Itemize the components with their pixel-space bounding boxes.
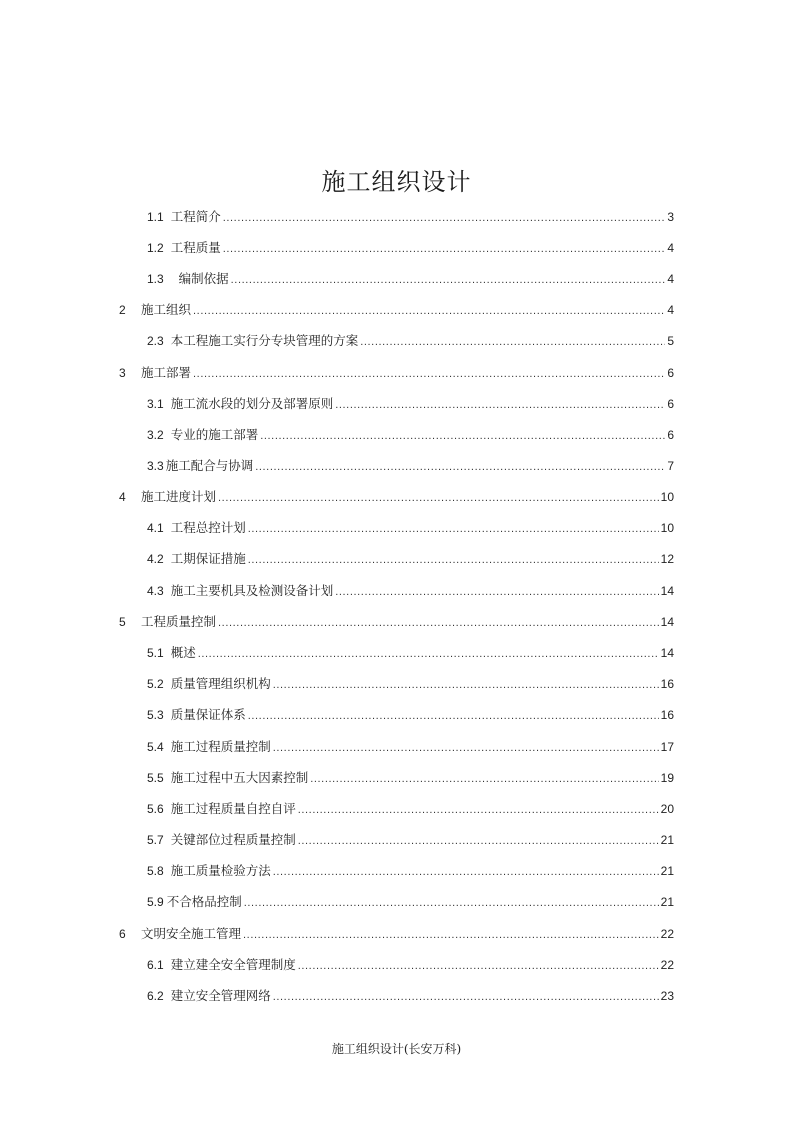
toc-number: 3.3 [147, 459, 164, 473]
toc-entry[interactable] [147, 549, 674, 569]
toc-number: 4.2 [147, 552, 164, 566]
toc-label: 工程质量控制 [141, 614, 217, 629]
toc-entry[interactable] [147, 518, 674, 538]
toc-entry[interactable] [147, 269, 674, 289]
page-footer: 施工组织设计(长安万科) [331, 1042, 462, 1056]
toc-page: 20 [660, 802, 674, 816]
toc-entry[interactable] [147, 986, 674, 1006]
toc-label: 概述 [170, 645, 196, 660]
toc-number: 5.7 [147, 833, 164, 847]
toc-leader [298, 835, 659, 847]
toc-page: 7 [667, 459, 674, 473]
toc-leader [260, 430, 665, 442]
toc-page: 16 [660, 708, 674, 722]
toc-leader [218, 492, 659, 504]
toc-number: 2.3 [147, 334, 164, 348]
toc-entry[interactable] [147, 768, 674, 788]
toc-leader [193, 368, 665, 380]
toc-entry[interactable] [147, 737, 674, 757]
toc-entry[interactable] [147, 861, 674, 881]
toc-leader [335, 586, 658, 598]
toc-label: 工期保证措施 [170, 551, 246, 566]
toc-leader [298, 804, 659, 816]
toc-number: 5.6 [147, 802, 164, 816]
toc-label: 施工过程质量自控自评 [170, 801, 296, 816]
toc-label: 质量管理组织机构 [170, 676, 271, 691]
toc-leader [248, 523, 659, 535]
toc-label: 施工过程质量控制 [170, 739, 271, 754]
toc-page: 12 [660, 552, 674, 566]
toc-entry[interactable] [119, 363, 674, 383]
toc-number: 6.1 [147, 958, 164, 972]
toc-entry[interactable] [147, 394, 674, 414]
toc-page: 14 [660, 615, 674, 629]
toc-leader [244, 897, 659, 909]
toc-entry[interactable] [147, 892, 674, 912]
document-title: 施工组织设计 [321, 168, 472, 196]
toc-leader [193, 305, 665, 317]
toc-number: 5.1 [147, 646, 164, 660]
toc-entry[interactable] [147, 674, 674, 694]
toc-page: 22 [660, 927, 674, 941]
toc-label: 施工进度计划 [141, 489, 217, 504]
toc-label: 施工组织 [141, 302, 192, 317]
toc-leader [273, 742, 659, 754]
toc-label: 工程简介 [170, 209, 221, 224]
toc-label: 关键部位过程质量控制 [170, 832, 296, 847]
toc-number: 6.2 [147, 989, 164, 1003]
toc-leader [248, 554, 659, 566]
toc-number: 3 [119, 366, 126, 380]
toc-number: 1.3 [147, 272, 164, 286]
toc-label: 工程总控计划 [170, 520, 246, 535]
toc-leader [273, 679, 659, 691]
toc-page: 19 [660, 771, 674, 785]
toc-label: 质量保证体系 [170, 707, 246, 722]
toc-page: 6 [667, 397, 674, 411]
toc-entry[interactable] [147, 456, 674, 476]
toc-leader [248, 710, 659, 722]
toc-leader [243, 929, 659, 941]
toc-page: 10 [660, 521, 674, 535]
toc-number: 2 [119, 303, 126, 317]
toc-entry[interactable] [147, 830, 674, 850]
toc-leader [198, 648, 659, 660]
toc-label: 工程质量 [170, 240, 221, 255]
toc-number: 3.2 [147, 428, 164, 442]
toc-page: 3 [667, 210, 674, 224]
toc-leader [360, 336, 665, 348]
toc-page: 6 [667, 366, 674, 380]
toc-label: 建立安全管理网络 [170, 988, 271, 1003]
toc-entry[interactable] [119, 487, 674, 507]
toc-label: 施工主要机具及检测设备计划 [170, 583, 334, 598]
toc-page: 22 [660, 958, 674, 972]
toc-page: 10 [660, 490, 674, 504]
toc-page: 21 [660, 833, 674, 847]
toc-label: 施工配合与协调 [165, 458, 254, 473]
toc-number: 4.3 [147, 584, 164, 598]
toc-label: 施工流水段的划分及部署原则 [170, 396, 334, 411]
toc-page: 16 [660, 677, 674, 691]
toc-leader [255, 461, 665, 473]
toc-leader [298, 960, 659, 972]
toc-entry[interactable] [119, 612, 674, 632]
toc-entry[interactable] [147, 643, 674, 663]
toc-label: 专业的施工部署 [170, 427, 259, 442]
toc-entry[interactable] [147, 955, 674, 975]
toc-entry[interactable] [147, 581, 674, 601]
toc-leader [273, 991, 659, 1003]
toc-number: 1.2 [147, 241, 164, 255]
toc-number: 5.4 [147, 740, 164, 754]
toc-leader [335, 399, 665, 411]
toc-label: 本工程施工实行分专块管理的方案 [170, 333, 359, 348]
toc-leader [310, 773, 658, 785]
toc-entry[interactable] [147, 425, 674, 445]
toc-page: 4 [667, 303, 674, 317]
toc-number: 3.1 [147, 397, 164, 411]
toc-page: 6 [667, 428, 674, 442]
toc-entry[interactable] [147, 331, 674, 351]
toc-leader [223, 212, 666, 224]
toc-number: 5.8 [147, 864, 164, 878]
toc-number: 4.1 [147, 521, 164, 535]
toc-entry[interactable] [147, 238, 674, 258]
toc-page: 4 [667, 272, 674, 286]
toc-page: 21 [660, 864, 674, 878]
toc-label: 编制依据 [170, 271, 229, 286]
toc-label: 施工质量检验方法 [170, 863, 271, 878]
toc-number: 5.2 [147, 677, 164, 691]
toc-number: 5.5 [147, 771, 164, 785]
toc-number: 1.1 [147, 210, 164, 224]
toc-label: 施工过程中五大因素控制 [170, 770, 309, 785]
toc-number: 6 [119, 927, 126, 941]
toc-entry[interactable] [147, 705, 674, 725]
toc-page: 23 [660, 989, 674, 1003]
toc-label: 施工部署 [141, 365, 192, 380]
toc-entry[interactable] [119, 924, 674, 944]
toc-leader [218, 617, 659, 629]
toc-page: 21 [660, 895, 674, 909]
toc-entry[interactable] [147, 799, 674, 819]
toc-page: 14 [660, 584, 674, 598]
toc-label: 文明安全施工管理 [141, 926, 242, 941]
toc-number: 5 [119, 615, 126, 629]
toc-page: 4 [667, 241, 674, 255]
toc-leader [231, 274, 666, 286]
toc-page: 5 [667, 334, 674, 348]
toc-page: 14 [660, 646, 674, 660]
toc-leader [273, 866, 659, 878]
toc-number: 5.3 [147, 708, 164, 722]
toc-number: 4 [119, 490, 126, 504]
toc-entry[interactable] [147, 207, 674, 227]
toc-leader [223, 243, 666, 255]
toc-number: 5.9 [147, 895, 164, 909]
toc-page: 17 [660, 740, 674, 754]
toc-entry[interactable] [119, 300, 674, 320]
toc-label: 不合格品控制 [166, 894, 242, 909]
toc-label: 建立建全安全管理制度 [170, 957, 296, 972]
